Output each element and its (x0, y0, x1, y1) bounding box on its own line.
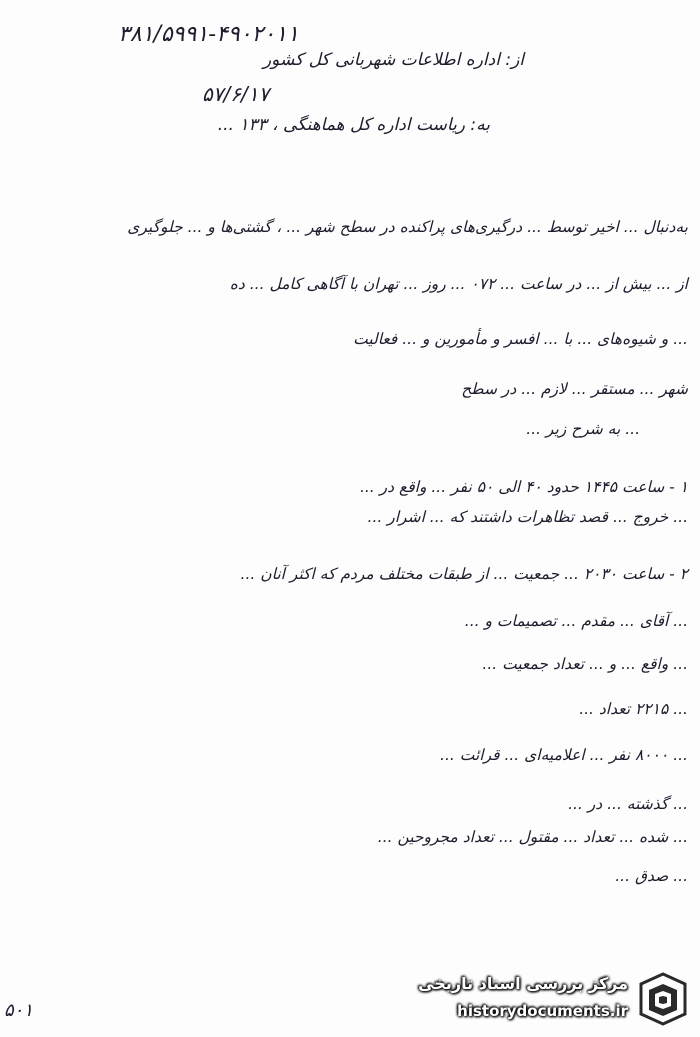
watermark-title: مرکز بررسی اسناد تاریخی (418, 974, 628, 993)
body-line-8: ۲ - ساعت ۲۰۳۰ ... جمعیت ... از طبقات مختلف مردم که اکثر آنان ... (240, 565, 688, 583)
body-line-12: ... ۸۰۰۰ نفر ... اعلامیه‌ای ... قرائت ... (440, 746, 688, 764)
letter-date: ۵۷/۶/۱۷ (202, 82, 270, 106)
page-corner-number: ۵۰۱ (4, 1000, 34, 1021)
body-line-4: شهر ... مستقر ... لازم ... در سطح (461, 380, 688, 398)
archive-watermark (420, 968, 698, 1032)
body-line-1: به‌دنبال ... اخیر توسط ... درگیری‌های پراکنده در سطح شهر ... ، گشتی‌ها و ... جلوگیری (127, 218, 688, 236)
watermark-url: historydocuments.ir (457, 1002, 628, 1020)
body-line-11: ... ۲۲۱۵ تعداد ... (579, 700, 688, 718)
body-line-14: ... شده ... تعداد ... مقتول ... تعداد مجروحین ... (377, 828, 688, 846)
body-line-13: ... گذشته ... در ... (568, 795, 688, 813)
body-line-5: ... به شرح زیر ... (526, 420, 640, 438)
body-line-3: ... و شیوه‌های ... با ... افسر و مأمورین و ... فعالیت (353, 330, 688, 348)
body-line-7: ... خروج ... قصد تظاهرات داشتند که ... اشرار ... (367, 508, 688, 526)
body-line-15: ... صدق ... (615, 867, 688, 885)
addressee-line: از: اداره اطلاعات شهربانی کل کشور (262, 50, 524, 70)
body-line-10: ... واقع ... و ... تعداد جمعیت ... (482, 655, 688, 673)
body-line-2: از ... بیش از ... در ساعت ... ۰۷۲ ... روز ... تهران با آگاهی کامل ... ده (229, 275, 688, 293)
body-line-6: ۱ - ساعت ۱۴۴۵ حدود ۴۰ الی ۵۰ نفر ... واقع در ... (359, 478, 688, 496)
body-line-9: ... آقای ... مقدم ... تصمیمات و ... (464, 612, 688, 630)
archive-logo-icon (633, 970, 693, 1028)
subject-line: به: ریاست اداره کل هماهنگی ، ۱۳۳ ... (217, 115, 490, 135)
reference-number: ۳۸۱/۵۹۹۱-۴۹۰۲۰۱۱ (118, 22, 299, 47)
